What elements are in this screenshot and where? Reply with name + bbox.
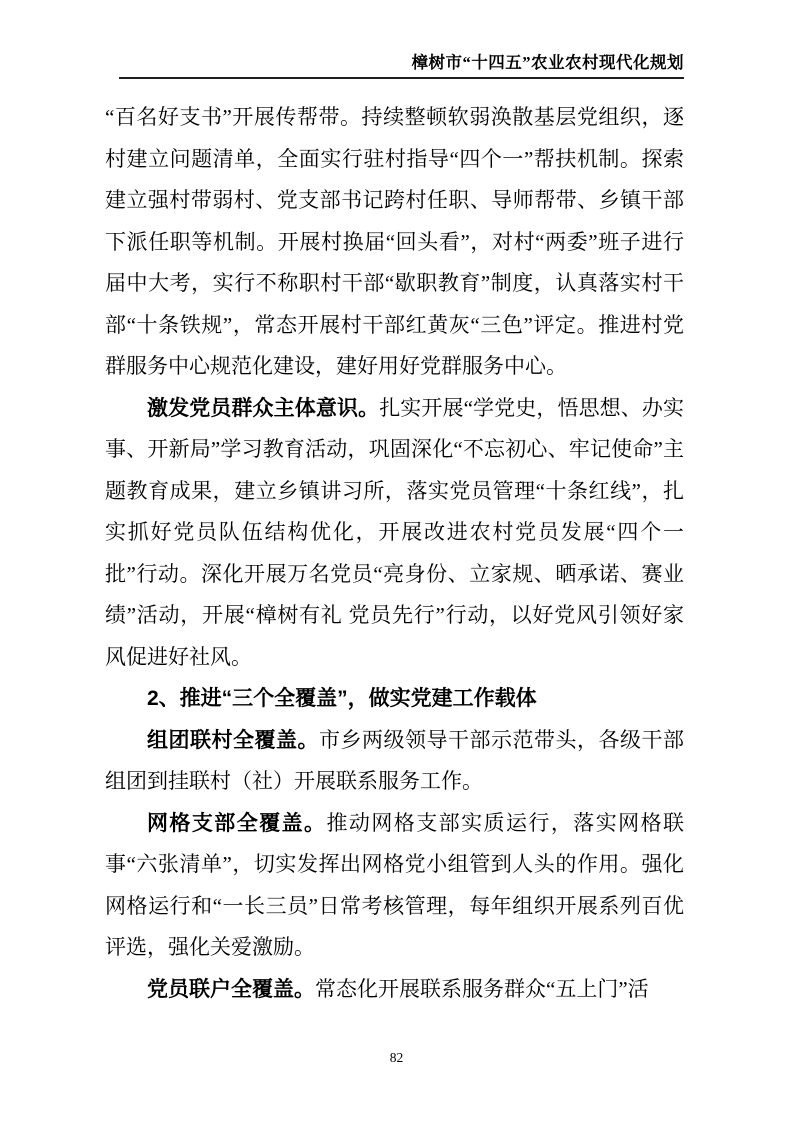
header-title: 樟树市“十四五”农业农村现代化规划 [411,53,684,72]
page-footer [0,1050,793,1066]
paragraph-text: 推动网格支部实质运行，落实网格联事“六张清单”，切实发挥出网格党小组管到人头的作用。强化网格运行和“一长三员”日常考核管理，每年组织开展系列百优评选，强化关爱激励。 [105,810,685,959]
paragraph-lead: 激发党员群众主体意识。 [147,395,380,420]
body-paragraph-2 [105,388,684,679]
paragraph-text: 扎实开展“学党史，悟思想、办实事、开新局”学习教育活动，巩固深化“不忘初心、牢记使命”主题教育成果，建立乡镇讲习所，落实党员管理“十条红线”，扎实抓好党员队伍结构优化，开展改进农村党员发展“四个一批”行动。深化开展万名党员“亮身份、立家规、晒承诺、赛业绩”活动，开展“樟树有礼 党员先行”行动，以好党风引领好家风促进好社风。 [105,395,685,669]
paragraph-text: 市乡两级领导干部示范带头，各级干部组团到挂联村（社）开展联系服务工作。 [105,727,684,793]
body-paragraph-4 [105,803,684,969]
paragraph-lead: 组团联村全覆盖。 [147,727,319,752]
section-heading: 2、推进“三个全覆盖”，做实党建工作载体 [147,687,537,710]
document-body [105,97,684,1010]
paragraph-text: 常态化开展联系服务群众“五上门”活 [315,976,649,1001]
body-paragraph-3 [105,720,684,803]
body-paragraph-5 [105,969,684,1011]
paragraph-text: “百名好支书”开展传帮带。持续整顿软弱涣散基层党组织，逐村建立问题清单，全面实行驻村指导“四个一”帮扶机制。探索建立强村带弱村、党支部书记跨村任职、导师帮带、乡镇干部下派任职等机制。开展村换届“回头看”，对村“两委”班子进行届中大考，实行不称职村干部“歇职教育”制度，认真落实村干部“十条铁规”，常态开展村干部红黄灰“三色”评定。推进村党群服务中心规范化建设，建好用好党群服务中心。 [105,105,684,378]
paragraph-lead: 网格支部全覆盖。 [147,810,327,835]
page-number: 82 [389,1050,404,1065]
body-paragraph-1 [105,97,684,388]
page-header [119,53,684,79]
paragraph-lead: 党员联户全覆盖。 [147,976,315,1001]
